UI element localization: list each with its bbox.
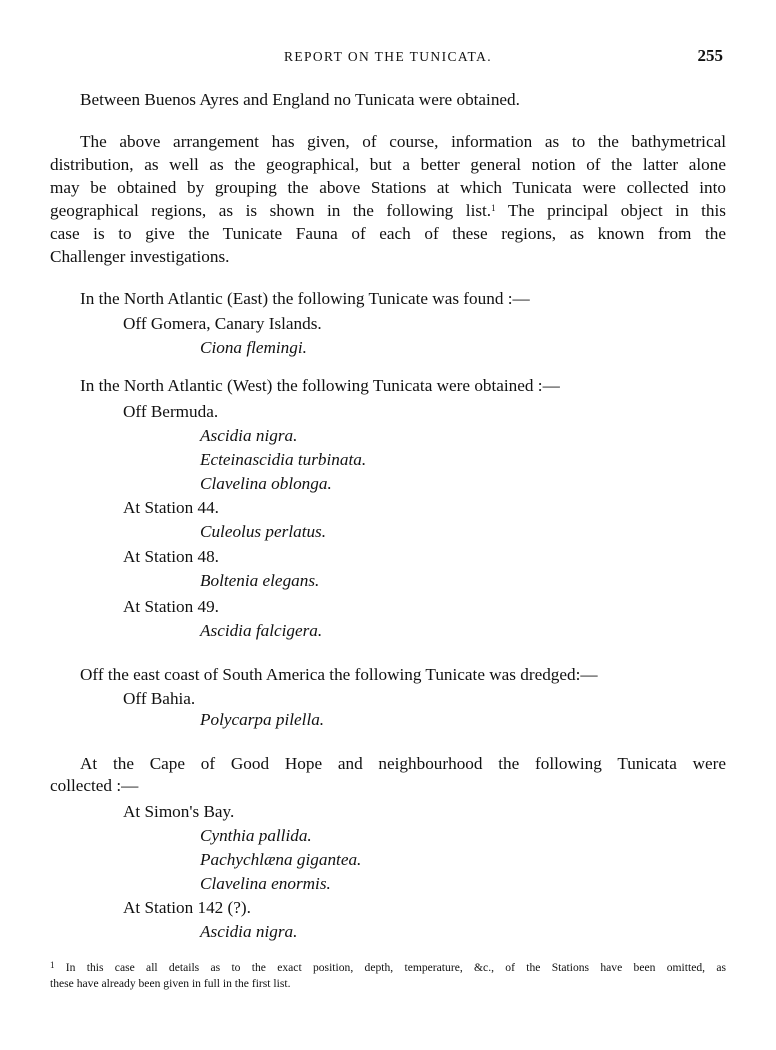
species-name: Clavelina oblonga.	[200, 474, 332, 493]
station-location: Off Gomera, Canary Islands.	[123, 314, 322, 333]
species-name: Boltenia elegans.	[200, 571, 320, 590]
species-name: Ascidia falcigera.	[200, 621, 323, 640]
paragraph-line-4	[50, 199, 726, 223]
species-name: Ascidia nigra.	[200, 922, 298, 941]
section-heading: In the North Atlantic (East) the following Tunicate was found :—	[80, 289, 530, 308]
paragraph-line-1: The above arrangement has given, of course, information as to the bathymetrical	[80, 132, 726, 151]
section-heading: In the North Atlantic (West) the following Tunicata were obtained :—	[80, 376, 560, 395]
station-location: At Simon's Bay.	[123, 802, 235, 821]
paragraph-line-2: distribution, as well as the geographical, but a better general notion of the latter alone	[50, 155, 726, 174]
paragraph-line-3: may be obtained by grouping the above Stations at which Tunicata were collected into	[50, 178, 726, 197]
station-location: At Station 49.	[123, 597, 219, 616]
page-number: 255	[697, 46, 723, 65]
footnote-mark: 1	[50, 960, 55, 970]
paragraph-line-4-text: geographical regions, as is shown in the following list.	[50, 201, 492, 220]
species-name: Ecteinascidia turbinata.	[200, 450, 367, 469]
species-name: Cynthia pallida.	[200, 826, 312, 845]
species-name: Pachychlæna gigantea.	[200, 850, 362, 869]
station-location: At Station 142 (?).	[123, 898, 251, 917]
station-location: At Station 44.	[123, 498, 219, 517]
footnote-ref: 1	[491, 203, 496, 213]
species-name: Culeolus perlatus.	[200, 522, 327, 541]
footnote-line-1	[50, 959, 726, 976]
paragraph-line-6: Challenger investigations.	[50, 247, 230, 266]
section-heading-line-1: At the Cape of Good Hope and neighbourhood the following Tunicata were	[80, 754, 726, 773]
paragraph-line-5: case is to give the Tunicate Fauna of each of these regions, as known from the	[50, 224, 726, 243]
section-heading: Off the east coast of South America the following Tunicate was dredged:—	[80, 665, 598, 684]
paragraph-line-4-after: The principal object in this	[495, 201, 726, 220]
header-title: REPORT ON THE TUNICATA.	[283, 49, 493, 64]
footnote-line-1-text: In this case all details as to the exact position, depth, temperature, &c., of the Stations have been omitted, as	[54, 961, 726, 974]
species-name: Ciona flemingi.	[200, 338, 307, 357]
station-location: Off Bermuda.	[123, 402, 219, 421]
section-heading-line-2: collected :—	[50, 776, 139, 795]
species-name: Polycarpa pilella.	[200, 710, 325, 729]
species-name: Ascidia nigra.	[200, 426, 298, 445]
intro-line: Between Buenos Ayres and England no Tunicata were obtained.	[80, 90, 520, 109]
species-name: Clavelina enormis.	[200, 874, 331, 893]
station-location: Off Bahia.	[123, 689, 196, 708]
running-header	[0, 46, 776, 70]
footnote-line-2: these have already been given in full in the first list.	[50, 977, 291, 990]
station-location: At Station 48.	[123, 547, 219, 566]
